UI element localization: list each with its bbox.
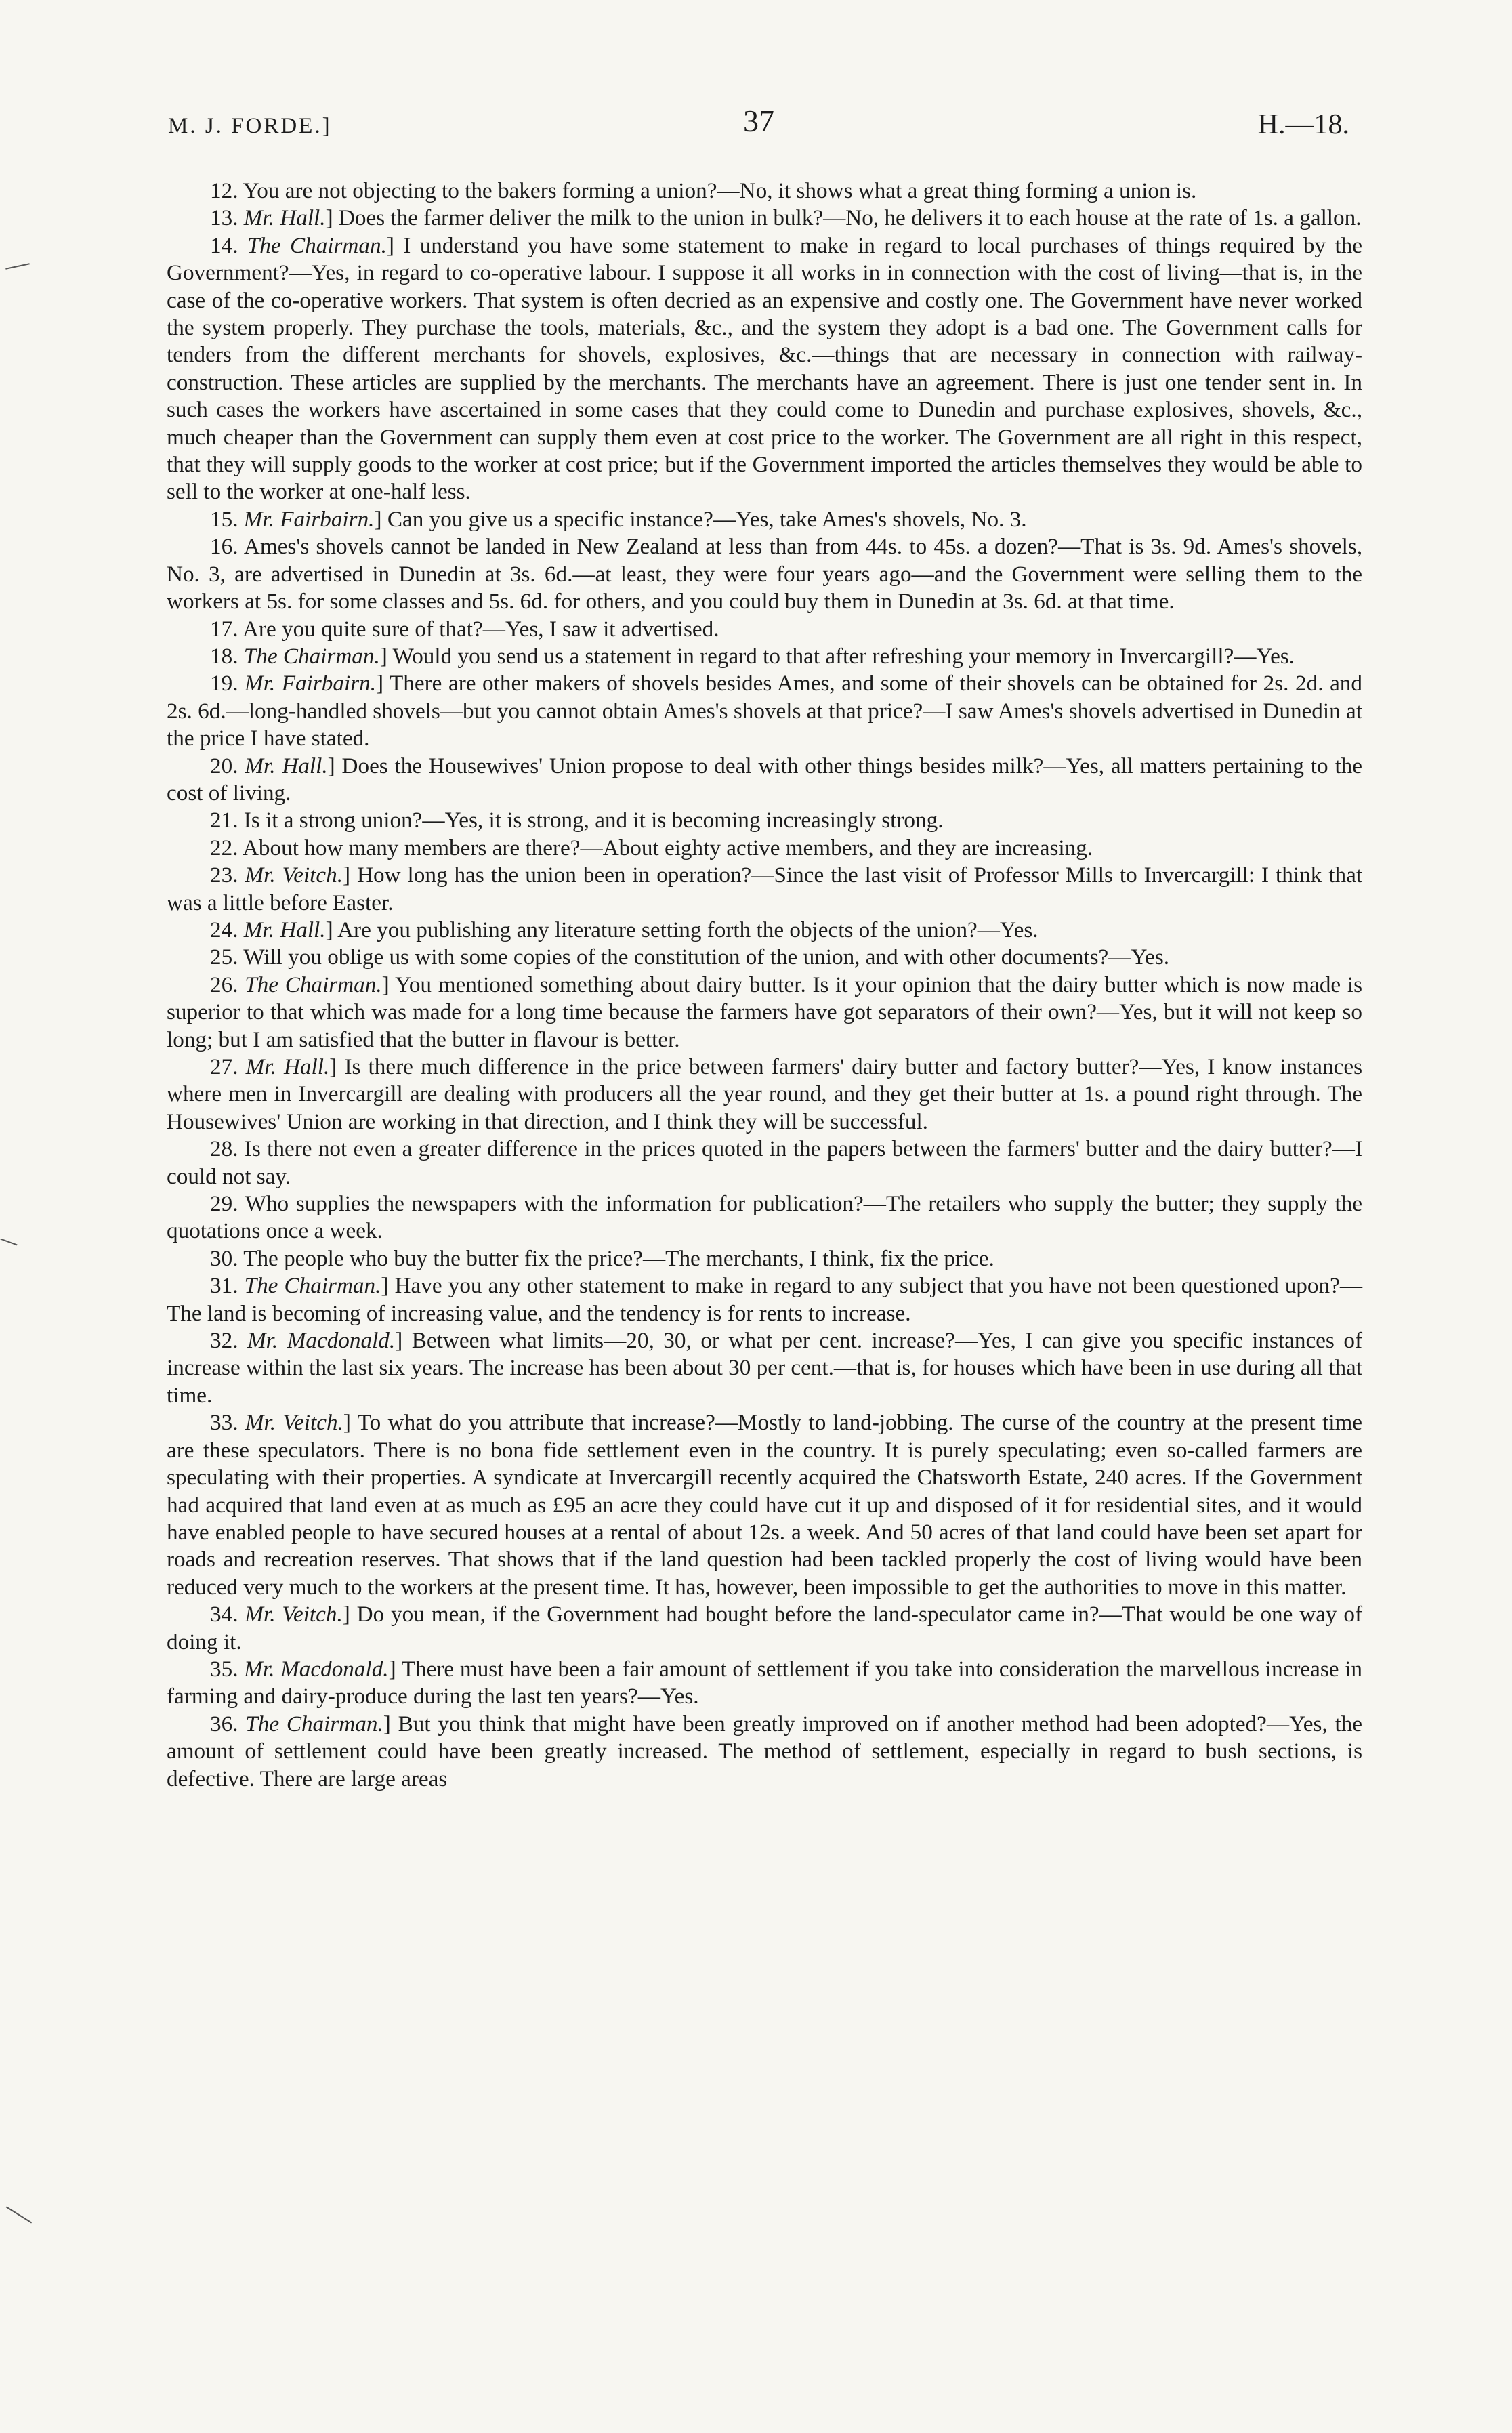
qa-paragraph: 32. Mr. Macdonald.] Between what limits—20, 30, or what per cent. increase?—Yes, I can give you specific instances of increase within the last six years. The increase has been about 30 per cent.—that is, for houses which have been in use during all that time.: [167, 1328, 1363, 1408]
question-number: 34.: [210, 1602, 238, 1627]
question-number: 18.: [210, 643, 238, 669]
speaker: The Chairman.: [243, 643, 380, 669]
qa-paragraph: [167, 835, 1362, 862]
speaker: Mr. Macdonald.: [247, 1328, 396, 1354]
qa-text: Can you give us a specific instance?—Yes, take Ames's shovels, No. 3.: [387, 506, 1027, 532]
qa-text: Who supplies the newspapers with the information for publication?—The retailers who supply the butter; they supply the quotations once a week.: [167, 1191, 1362, 1244]
qa-text: About how many members are there?—About eighty active members, and they are increasing.: [242, 835, 1093, 860]
margin-mark: [0, 1239, 17, 1246]
speaker: Mr. Hall.: [245, 753, 328, 778]
qa-paragraph: [167, 1245, 1362, 1272]
qa-paragraph: 15. Mr. Fairbairn.] Can you give us a specific instance?—Yes, take Ames's shovels, No. 3.: [210, 506, 1027, 532]
question-number: 15.: [210, 506, 238, 532]
qa-text: Does the Housewives' Union propose to deal with other things besides milk?—Yes, all matters pertaining to the cost of living.: [167, 753, 1362, 806]
qa-text: Have you any other statement to make in regard to any subject that you have not been questioned upon?—The land is becoming of increasing value, and the tendency is for rents to increase.: [167, 1273, 1363, 1326]
qa-paragraph: 13. Mr. Hall.] Does the farmer deliver the milk to the union in bulk?—No, he delivers it to each house at the rate of 1s. a gallon.: [210, 205, 1362, 231]
speaker: Mr. Veitch.: [245, 862, 343, 888]
qa-text: There are other makers of shovels besides Ames, and some of their shovels can be obtained for 2s. 2d. and 2s. 6d.—long-handled shovels—but you cannot obtain Ames's shovels at that price?—I saw Ames's shovels advertised in Dunedin at the price I have stated.: [167, 671, 1362, 751]
speaker: Mr. Veitch.: [245, 1602, 343, 1627]
qa-paragraph: [167, 944, 1362, 971]
speaker: Mr. Veitch.: [245, 1410, 343, 1436]
qa-text: Does the farmer deliver the milk to the union in bulk?—No, he delivers it to each house at the rate of 1s. a gallon.: [338, 205, 1362, 231]
qa-paragraph: 19. Mr. Fairbairn.] There are other makers of shovels besides Ames, and some of their shovels can be obtained for 2s. 2d. and 2s. 6d.—long-handled shovels—but you cannot obtain Ames's shovels at that price?—I saw Ames's shovels advertised in Dunedin at the price I have stated.: [167, 671, 1362, 751]
question-number: 28.: [210, 1136, 238, 1162]
qa-paragraph: [167, 616, 1362, 643]
speaker: Mr. Hall.: [243, 917, 326, 942]
question-number: 12.: [210, 178, 238, 203]
qa-paragraph: [167, 1136, 1362, 1190]
qa-text: You mentioned something about dairy butter. Is it your opinion that the dairy butter which is now made is superior to that which was made for a long time because the farmers have got separators of their own?—Yes, but it will not keep so long; but I am satisfied that the butter in flavour is better.: [167, 972, 1362, 1052]
margin-mark: [5, 263, 30, 269]
qa-text: But you think that might have been greatly improved on if another method had been adopted?—Yes, the amount of settlement could have been greatly increased. The method of settlement, especially in regard to bush sections, is defective. There are large areas: [167, 1711, 1363, 1791]
qa-paragraph: 20. Mr. Hall.] Does the Housewives' Union propose to deal with other things besides milk?—Yes, all matters pertaining to the cost of living.: [167, 753, 1362, 806]
qa-text: Would you send us a statement in regard to that after refreshing your memory in Invercargill?—Yes.: [392, 643, 1295, 669]
question-number: 29.: [210, 1191, 238, 1217]
speaker: The Chairman.: [247, 232, 387, 258]
speaker: Mr. Fairbairn.: [245, 671, 377, 696]
running-header: [168, 103, 1349, 150]
qa-paragraph: 35. Mr. Macdonald.] There must have been a fair amount of settlement if you take into consideration the marvellous increase in farming and dairy-produce during the last ten years?—Yes.: [167, 1656, 1363, 1709]
qa-paragraph: [167, 1190, 1362, 1245]
question-number: 26.: [210, 972, 238, 997]
qa-text: You are not objecting to the bakers forming a union?—No, it shows what a great thing forming a union is.: [243, 178, 1197, 203]
qa-text: Between what limits—20, 30, or what per cent. increase?—Yes, I can give you specific instances of increase within the last six years. The increase has been about 30 per cent.—that is, for houses which have been in use during all that time.: [167, 1328, 1363, 1408]
qa-paragraph: 24. Mr. Hall.] Are you publishing any literature setting forth the objects of the union?—Yes.: [210, 917, 1038, 942]
qa-text: Ames's shovels cannot be landed in New Zealand at less than from 44s. to 45s. a dozen?—That is 3s. 9d. Ames's shovels, No. 3, are advertised in Dunedin at 3s. 6d.—at least, they were four years ago—and the Government were selling them to the workers at 5s. for some classes and 5s. 6d. for others, and you could buy them in Dunedin at 3s. 6d. at that time.: [167, 534, 1362, 615]
qa-paragraph: [167, 178, 1362, 205]
question-number: 16.: [210, 534, 238, 560]
question-number: 32.: [210, 1328, 238, 1354]
qa-paragraph: [167, 533, 1362, 615]
question-number: 24.: [210, 917, 238, 942]
qa-paragraph: [167, 807, 1362, 834]
question-number: 13.: [210, 205, 238, 231]
qa-paragraph: 27. Mr. Hall.] Is there much difference in the price between farmers' dairy butter and factory butter?—Yes, I know instances where men in Invercargill are dealing with producers all the year round, and they get their butter at 1s. a pound right through. The Housewives' Union are working in that direction, and I think they will be successful.: [167, 1054, 1363, 1134]
question-number: 22.: [210, 835, 238, 860]
question-number: 20.: [210, 753, 238, 778]
question-number: 33.: [210, 1410, 238, 1436]
question-number: 14.: [210, 232, 238, 258]
speaker: The Chairman.: [245, 972, 382, 997]
question-number: 19.: [210, 671, 238, 696]
qa-paragraph: 36. The Chairman.] But you think that might have been greatly improved on if another method had been adopted?—Yes, the amount of settlement could have been greatly increased. The method of settlement, especially in regard to bush sections, is defective. There are large areas: [167, 1711, 1363, 1791]
question-number: 30.: [210, 1245, 238, 1271]
testimony-body: [167, 178, 1362, 1793]
question-number: 27.: [210, 1054, 238, 1079]
speaker: Mr. Macdonald.: [244, 1656, 389, 1682]
question-number: 31.: [210, 1273, 238, 1299]
qa-paragraph: 23. Mr. Veitch.] How long has the union been in operation?—Since the last visit of Professor Mills to Invercargill: I think that was a little before Easter.: [167, 862, 1363, 915]
qa-text: How long has the union been in operation?—Since the last visit of Professor Mills to Invercargill: I think that was a little before Easter.: [167, 862, 1363, 915]
document-reference: H.—18.: [1257, 109, 1349, 140]
question-number: 25.: [210, 944, 238, 970]
question-number: 23.: [210, 862, 238, 888]
question-number: 17.: [210, 616, 238, 642]
speaker: Mr. Hall.: [245, 1054, 330, 1079]
question-number: 36.: [210, 1711, 238, 1737]
speaker: The Chairman.: [245, 1711, 383, 1737]
speaker: Mr. Hall.: [243, 205, 326, 231]
qa-text: To what do you attribute that increase?—Mostly to land-jobbing. The curse of the country at the present time are these speculators. There is no bona fide settlement even in the country. It is purely speculating; even so-called farmers are speculating with their properties. A syndicate at Invercargill recently acquired the Chatsworth Estate, 240 acres. If the Government had acquired that land even at as much as £95 an acre they could have cut it up and disposed of it for residential sites, and it would have enabled people to have secured houses at a rental of about 12s. a week. And 50 acres of that land could have been set apart for roads and recreation reserves. That shows that if the land question had been tackled properly the cost of living would have been reduced very much to the workers at the present time. It has, however, been impossible to get the authorities to move in this matter.: [167, 1410, 1363, 1600]
qa-text: Are you publishing any literature setting forth the objects of the union?—Yes.: [337, 917, 1038, 942]
qa-text: Will you oblige us with some copies of the constitution of the union, and with other documents?—Yes.: [243, 944, 1170, 970]
qa-text: I understand you have some statement to make in regard to local purchases of things required by the Government?—Yes, in regard to co-operative labour. I suppose it all works in in connection with the cost of living—that is, in the case of the co-operative workers. That system is often decried as an expensive and costly one. The Government have never worked the system properly. They purchase the tools, materials, &c., and the system they adopt is a bad one. The Government calls for tenders from the different merchants for shovels, explosives, &c.—things that are necessary in connection with railway-construction. These articles are supplied by the merchants. The merchants have an agreement. There is just one tender sent in. In such cases the workers have ascertained in some cases that they could come to Dunedin and purchase explosives, shovels, &c., much cheaper than the Government can supply them even at cost price to the worker. The Government are all right in this respect, that they will supply goods to the worker at cost price; but if the Government imported the articles themselves they would be able to sell to the worker at one-half less.: [167, 232, 1362, 505]
speaker: The Chairman.: [244, 1273, 381, 1299]
qa-text: The people who buy the butter fix the price?—The merchants, I think, fix the price.: [243, 1245, 994, 1271]
qa-text: Is there not even a greater difference in the prices quoted in the papers between the farmers' butter and the dairy butter?—I could not say.: [167, 1136, 1363, 1189]
qa-text: There must have been a fair amount of settlement if you take into consideration the marvellous increase in farming and dairy-produce during the last ten years?—Yes.: [167, 1656, 1363, 1709]
qa-paragraph: 31. The Chairman.] Have you any other statement to make in regard to any subject that you have not been questioned upon?—The land is becoming of increasing value, and the tendency is for rents to increase.: [167, 1273, 1363, 1326]
witness-name: M. J. FORDE.]: [168, 114, 332, 138]
qa-paragraph: 34. Mr. Veitch.] Do you mean, if the Government had bought before the land-speculator came in?—That would be one way of doing it.: [167, 1602, 1363, 1655]
qa-text: Do you mean, if the Government had bought before the land-speculator came in?—That would be one way of doing it.: [167, 1602, 1363, 1655]
qa-paragraph: 33. Mr. Veitch.] To what do you attribute that increase?—Mostly to land-jobbing. The curse of the country at the present time are these speculators. There is no bona fide settlement even in the country. It is purely speculating; even so-called farmers are speculating with their properties. A syndicate at Invercargill recently acquired the Chatsworth Estate, 240 acres. If the Government had acquired that land even at as much as £95 an acre they could have cut it up and disposed of it for residential sites, and it would have enabled people to have secured houses at a rental of about 12s. a week. And 50 acres of that land could have been set apart for roads and recreation reserves. That shows that if the land question had been tackled properly the cost of living would have been reduced very much to the workers at the present time. It has, however, been impossible to get the authorities to move in this matter.: [167, 1410, 1363, 1600]
qa-text: Is there much difference in the price between farmers' dairy butter and factory butter?—Yes, I know instances where men in Invercargill are dealing with producers all the year round, and they get their butter at 1s. a pound right through. The Housewives' Union are working in that direction, and I think they will be successful.: [167, 1054, 1363, 1134]
qa-paragraph: 14. The Chairman.] I understand you have some statement to make in regard to local purchases of things required by the Government?—Yes, in regard to co-operative labour. I suppose it all works in in connection with the cost of living—that is, in the case of the co-operative workers. That system is often decried as an expensive and costly one. The Government have never worked the system properly. They purchase the tools, materials, &c., and the system they adopt is a bad one. The Government calls for tenders from the different merchants for shovels, explosives, &c.—things that are necessary in connection with railway-construction. These articles are supplied by the merchants. The merchants have an agreement. There is just one tender sent in. In such cases the workers have ascertained in some cases that they could come to Dunedin and purchase explosives, shovels, &c., much cheaper than the Government can supply them even at cost price to the worker. The Government are all right in this respect, that they will supply goods to the worker at cost price; but if the Government imported the articles themselves they would be able to sell to the worker at one-half less.: [167, 232, 1362, 505]
page-number: 37: [743, 104, 774, 138]
qa-text: Is it a strong union?—Yes, it is strong, and it is becoming increasingly strong.: [243, 808, 944, 833]
qa-text: Are you quite sure of that?—Yes, I saw it advertised.: [242, 616, 719, 642]
qa-paragraph: 18. The Chairman.] Would you send us a statement in regard to that after refreshing your memory in Invercargill?—Yes.: [210, 643, 1295, 669]
margin-mark: [6, 2206, 32, 2223]
question-number: 21.: [210, 808, 238, 833]
qa-paragraph: 26. The Chairman.] You mentioned something about dairy butter. Is it your opinion that the dairy butter which is now made is superior to that which was made for a long time because the farmers have got separators of their own?—Yes, but it will not keep so long; but I am satisfied that the butter in flavour is better.: [167, 972, 1362, 1052]
speaker: Mr. Fairbairn.: [243, 506, 375, 532]
question-number: 35.: [210, 1656, 238, 1682]
